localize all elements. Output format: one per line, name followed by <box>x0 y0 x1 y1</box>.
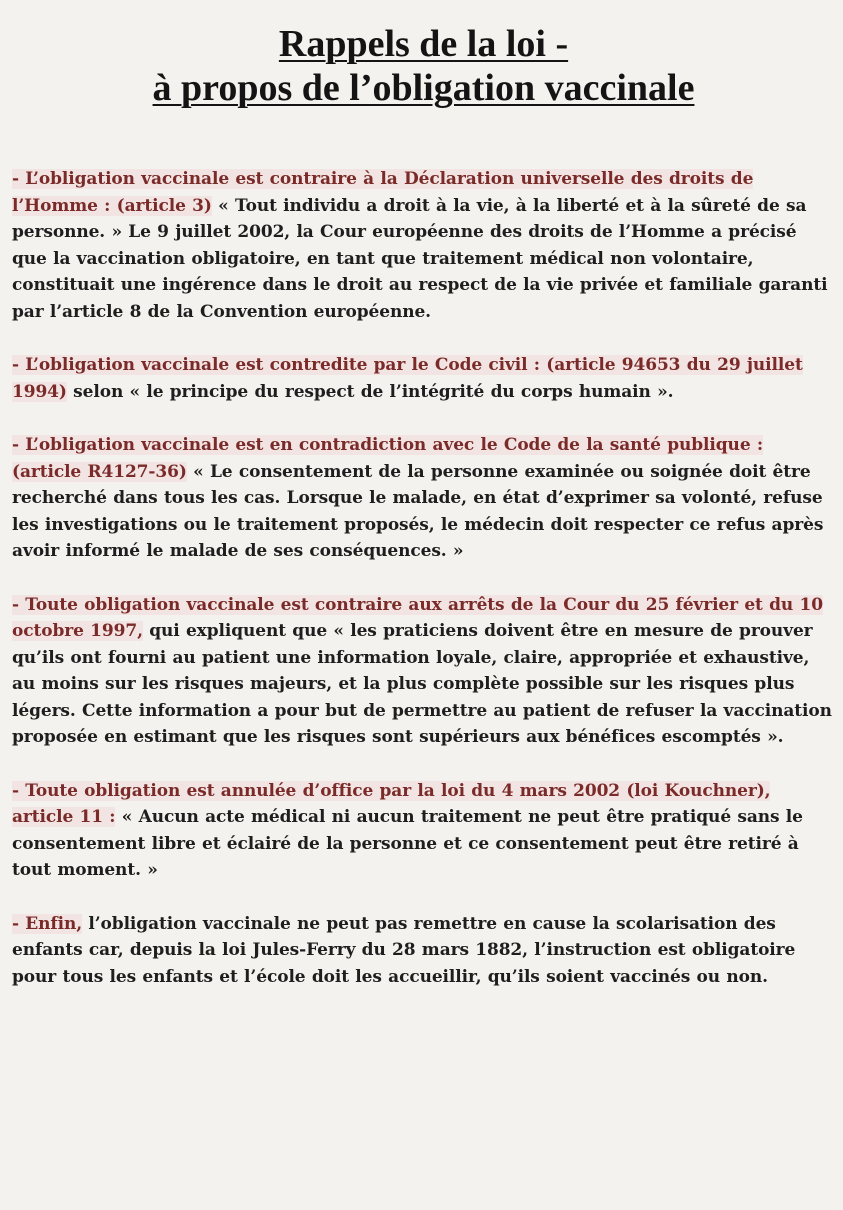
paragraph-body: « Tout individu a droit à la vie, à la liberté et à la sûreté de sa personne. » Le 9 juillet 2002, la Cour européenne des droits de l’Homme a précisé que la vaccination obligatoire, en tant que traitement médical non volontaire, constituait une ingérence dans le droit au respect de la vie privée et familiale garanti par l’article 8 de la Convention européenne. <box>12 195 828 322</box>
page-title <box>12 22 835 110</box>
paragraph-lead: - L’obligation vaccinale est contredite par le Code civil : (article 94653 du 29 juillet 1994) <box>12 355 803 402</box>
paragraph-body: selon « le principe du respect de l’intégrité du corps humain ». <box>66 381 674 402</box>
law-paragraph-jules-ferry <box>12 911 835 991</box>
law-paragraph-code-sante <box>12 432 835 565</box>
paragraph-body: « Aucun acte médical ni aucun traitement ne peut être pratiqué sans le consentement libre et éclairé de la personne et ce consentement peut être retiré à tout moment. » <box>12 807 803 880</box>
paragraph-lead: - Toute obligation est annulée d’office par la loi du 4 mars 2002 (loi Kouchner), article 11 : <box>12 780 771 827</box>
title-line-2: à propos de l’obligation vaccinale <box>152 67 695 109</box>
law-paragraph-code-civil <box>12 352 835 405</box>
paragraph-lead: - Toute obligation vaccinale est contraire aux arrêts de la Cour du 25 février et du 10 octobre 1997, <box>12 594 823 641</box>
paragraph-body: qui expliquent que « les praticiens doivent être en mesure de prouver qu’ils ont fourni au patient une information loyale, claire, appropriée et exhaustive, au moins sur les risques majeurs, et la plus complète possible sur les risques plus légers. Cette information a pour but de permettre au patient de refuser la vaccination proposée en estimant que les risques sont supérieurs aux bénéfices escomptés ». <box>12 621 832 747</box>
paragraph-lead: - L’obligation vaccinale est en contradiction avec le Code de la santé publique : (article R4127-36) <box>12 435 764 482</box>
law-paragraph-arrets-cour <box>12 592 835 751</box>
title-line-1: Rappels de la loi - <box>278 23 569 65</box>
law-paragraph-declaration <box>12 166 835 325</box>
paragraph-body: « Le consentement de la personne examinée ou soignée doit être recherché dans tous les cas. Lorsque le malade, en état d’exprimer sa volonté, refuse les investigations ou le traitement proposés, le médecin doit respecter ce refus après avoir informé le malade de ses conséquences. » <box>12 461 824 561</box>
paragraph-lead: - Enfin, <box>12 913 83 934</box>
paragraph-lead: - L’obligation vaccinale est contraire à la Déclaration universelle des droits de l’Homme : (article 3) <box>12 169 754 216</box>
law-paragraph-loi-kouchner <box>12 778 835 884</box>
paragraph-body: l’obligation vaccinale ne peut pas remettre en cause la scolarisation des enfants car, depuis la loi Jules-Ferry du 28 mars 1882, l’instruction est obligatoire pour tous les enfants et l’école doit les accueillir, qu’ils soient vaccinés ou non. <box>12 913 796 987</box>
